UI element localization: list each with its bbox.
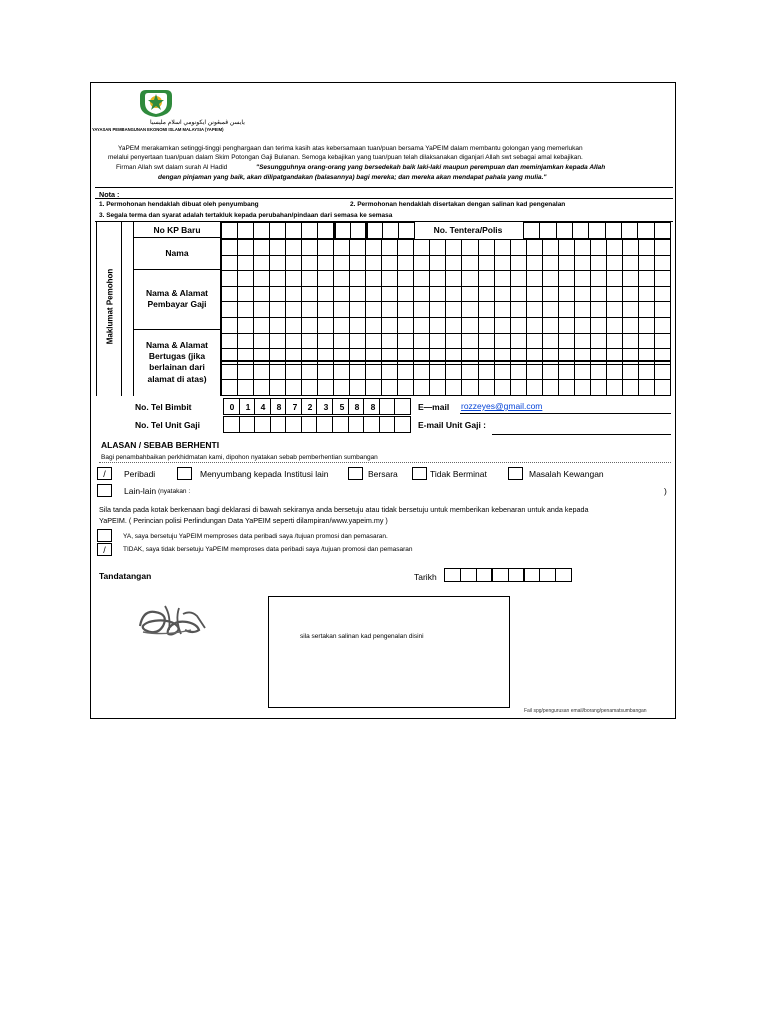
consent-text-2: YaPEIM. ( Perincian polisi Perlindungan Data YaPEIM seperti dilampiran/www.yapeim.my ) — [99, 516, 388, 525]
lain-lain-label: Lain-lain — [124, 486, 157, 496]
org-arabic-name: يايسن ڤمبڠونن ايكونومي اسلام مليسيا — [150, 120, 245, 126]
tel-digit: 8 — [370, 402, 376, 412]
tel-digit: 8 — [276, 402, 282, 412]
tentera-polis-label: No. Tentera/Polis — [433, 225, 503, 235]
tarikh-label: Tarikh — [414, 572, 437, 582]
nota-item-3: 3. Segala terma dan syarat adalah tertakluk kepada perubahan/pindaan dari semasa ke semasa — [99, 212, 393, 219]
email-unit-gaji-label: E-mail Unit Gaji : — [418, 420, 487, 430]
tel-digit: 5 — [339, 402, 345, 412]
consent-yes-checkbox[interactable] — [97, 529, 112, 542]
org-name: YAYASAN PEMBANGUNAN EKONOMI ISLAM MALAYSIA (YAPEIM) — [92, 127, 224, 132]
kp-baru-input-grid[interactable] — [221, 222, 415, 239]
tel-digit: 3 — [323, 402, 329, 412]
tel-digit: 7 — [292, 402, 298, 412]
reason-subtitle: Bagi penambahbaikan perkhidmatan kami, dipohon nyatakan sebab pemberhentian sumbangan — [101, 454, 378, 461]
tandatangan-label: Tandatangan — [99, 571, 152, 581]
tel-bimbit-label: No. Tel Bimbit — [135, 402, 192, 412]
menyumbang-label: Menyumbang kepada Institusi lain — [200, 469, 329, 479]
consent-no-checkbox[interactable]: / — [97, 543, 112, 556]
quote-line-2: dengan pinjaman yang baik, akan dilipatgandakan (balasannya) bagi mereka; dan mereka akan mendapat pahala yang mulia." — [158, 174, 547, 181]
intro-line-1: YaPEM merakamkan setinggi-tinggi penghargaan dan terima kasih atas kebersamaan tuan/puan bersama YaPEIM dalam membantu golongan yang memerlukan — [118, 145, 583, 152]
masalah-kewangan-checkbox[interactable] — [508, 467, 523, 480]
nota-title: Nota : — [99, 190, 120, 199]
signature-scribble-icon — [135, 600, 210, 642]
tel-digit: 4 — [260, 402, 266, 412]
ic-copy-box — [268, 596, 510, 708]
bertugas-label-2: Bertugas (jika — [148, 351, 206, 361]
consent-yes-label: YA, saya bersetuju YaPEIM memproses data peribadi saya /tujuan promosi dan pemasaran. — [123, 533, 388, 540]
tel-unit-gaji-label: No. Tel Unit Gaji — [135, 420, 201, 430]
email-value-link[interactable]: rozzeyes@gmail.com — [461, 401, 543, 411]
pembayar-gaji-label-2: Pembayar Gaji — [147, 299, 207, 309]
tel-digit: 1 — [245, 402, 251, 412]
lain-lain-checkbox[interactable] — [97, 484, 112, 497]
consent-no-label: TIDAK, saya tidak bersetuju YaPEIM memproses data peribadi saya /tujuan promosi dan pemasaran — [123, 546, 413, 553]
peribadi-label: Peribadi — [124, 469, 156, 479]
tidak-berminat-checkbox[interactable] — [412, 467, 427, 480]
consent-text-1: Sila tanda pada kotak berkenaan bagi deklarasi di bawah sekiranya anda bersetuju atau tidak bersetuju untuk memberikan kebenaran untuk anda kepada — [99, 505, 589, 514]
tel-unit-gaji-input-grid[interactable] — [223, 416, 411, 433]
intro-line-2: melalui penyertaan tuan/puan dalam Skim Potongan Gaji Bulanan. Semoga kebajikan yang tuan/puan telah dilaksanakan diganjari Allah swt sebagai amal kebajikan. — [108, 154, 583, 161]
maklumat-pemohon-label: Maklumat Pemohon — [105, 268, 115, 345]
nama-label: Nama — [165, 248, 189, 258]
nota-item-1: 1. Permohonan hendaklah dibuat oleh penyumbang — [99, 201, 259, 208]
bertugas-label-4: alamat di atas) — [147, 374, 207, 384]
masalah-kewangan-label: Masalah Kewangan — [529, 469, 604, 479]
tel-digit: 8 — [354, 402, 360, 412]
bertugas-label-3: berlainan dari — [149, 362, 205, 372]
lain-lain-note: (nyatakan : — [158, 488, 191, 495]
footer-reference: Fail spg/pengurusan email/borang/penamatsumbangan — [524, 708, 647, 714]
peribadi-checkbox[interactable]: / — [97, 467, 112, 480]
nama-alamat-input-grid[interactable] — [221, 239, 671, 396]
lain-lain-close-paren: ) — [664, 486, 667, 496]
bersara-label: Bersara — [368, 469, 398, 479]
email-unit-gaji-input[interactable] — [492, 434, 671, 435]
quote-line-1: "Sesungguhnya orang-orang yang bersedekah baik laki-laki maupun perempuan dan meminjamkan kepada Allah — [256, 164, 606, 171]
tel-digit: 2 — [307, 402, 313, 412]
ic-copy-box-text: sila sertakan salinan kad pengenalan disini — [300, 633, 424, 640]
email-label: E—mail — [418, 402, 450, 412]
tidak-berminat-label: Tidak Berminat — [430, 469, 487, 479]
nota-item-2: 2. Permohonan hendaklah disertakan dengan salinan kad pengenalan — [350, 201, 566, 208]
pembayar-gaji-label-1: Nama & Alamat — [145, 288, 209, 298]
reason-title: ALASAN / SEBAB BERHENTI — [101, 440, 220, 450]
intro-line-3: Firman Allah swt dalam surah Al Hadid — [116, 164, 228, 171]
tentera-polis-input-grid[interactable] — [523, 222, 671, 239]
menyumbang-checkbox[interactable] — [177, 467, 192, 480]
tel-digit: 0 — [229, 402, 235, 412]
bersara-checkbox[interactable] — [348, 467, 363, 480]
signature-image — [135, 600, 210, 642]
yapeim-logo — [136, 88, 176, 118]
bertugas-label-1: Nama & Alamat — [145, 340, 209, 350]
yapeim-logo-icon — [136, 88, 176, 118]
tarikh-input-grid[interactable] — [444, 568, 572, 582]
kp-baru-label: No KP Baru — [153, 225, 201, 235]
